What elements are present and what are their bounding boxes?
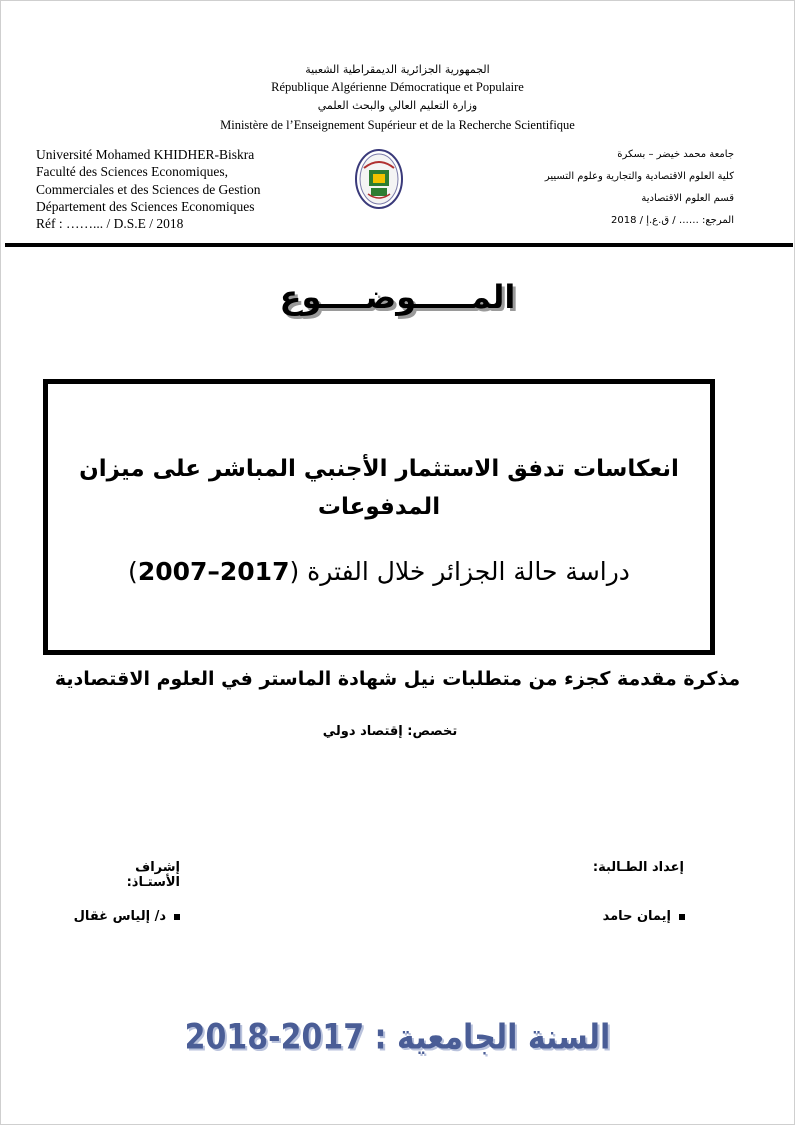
faculty-name-fr: Faculté des Sciences Economiques, xyxy=(36,164,228,180)
thesis-title: انعكاسات تدفق الاستثمار الأجنبي المباشر على ميزان المدفوعات xyxy=(79,456,679,520)
case-study-years: 2007–2017 xyxy=(137,557,290,586)
case-study-prefix: دراسة حالة الجزائر خلال الفترة ( xyxy=(289,557,630,586)
ministry-arabic: وزارة التعليم العالي والبحث العلمي xyxy=(317,99,478,112)
case-study-suffix: ) xyxy=(128,557,138,586)
university-seal-icon xyxy=(354,148,404,210)
supervisor-name: د/ إلياس غقال xyxy=(73,909,166,924)
academic-year: السنة الجامعية : 2017-2018 xyxy=(184,1017,611,1058)
supervisor-entry xyxy=(60,909,180,924)
prepared-by-label: إعداد الطـالبة: xyxy=(592,860,684,875)
subject-heading: المـــــوضــــوع xyxy=(279,278,516,316)
memo-statement: مذكرة مقدمة كجزء من متطلبات نيل شهادة الماستر في العلوم الاقتصادية xyxy=(54,668,741,690)
republic-french: République Algérienne Démocratique et Populaire xyxy=(271,80,524,94)
case-study-line xyxy=(48,554,710,590)
supervisor-label: إشراف الأستـاذ: xyxy=(126,860,180,890)
bullet-icon xyxy=(679,914,685,920)
student-entry xyxy=(603,909,685,924)
university-info-arabic xyxy=(474,144,734,232)
university-name-fr: Université Mohamed KHIDHER-Biskra xyxy=(36,147,255,162)
reference-ar: المرجع: …… / ق.ع.إ / 2018 xyxy=(611,215,734,226)
reference-fr: Réf : ……... / D.S.E / 2018 xyxy=(36,216,184,232)
university-name-ar: جامعة محمد خيضر – بسكرة xyxy=(617,149,734,160)
ministry-french: Ministère de l’Enseignement Supérieur et de la Recherche Scientifique xyxy=(220,118,575,132)
university-info-french xyxy=(36,146,326,232)
republic-arabic: الجمهورية الجزائرية الديمقراطية الشعبية xyxy=(305,63,490,76)
specialty: تخصص: إقتصاد دولي xyxy=(322,724,458,739)
faculty-name-fr-cont: Commerciales et des Sciences de Gestion xyxy=(36,181,261,197)
student-name: إيمان حامد xyxy=(602,909,671,924)
department-name-ar: قسم العلوم الاقتصادية xyxy=(641,193,734,204)
department-name-fr: Département des Sciences Economiques xyxy=(36,198,255,214)
header-divider xyxy=(5,243,793,247)
faculty-name-ar: كلية العلوم الاقتصادية والتجارية وعلوم التسيير xyxy=(544,171,734,182)
thesis-title-box xyxy=(43,379,715,655)
bullet-icon xyxy=(174,914,180,920)
